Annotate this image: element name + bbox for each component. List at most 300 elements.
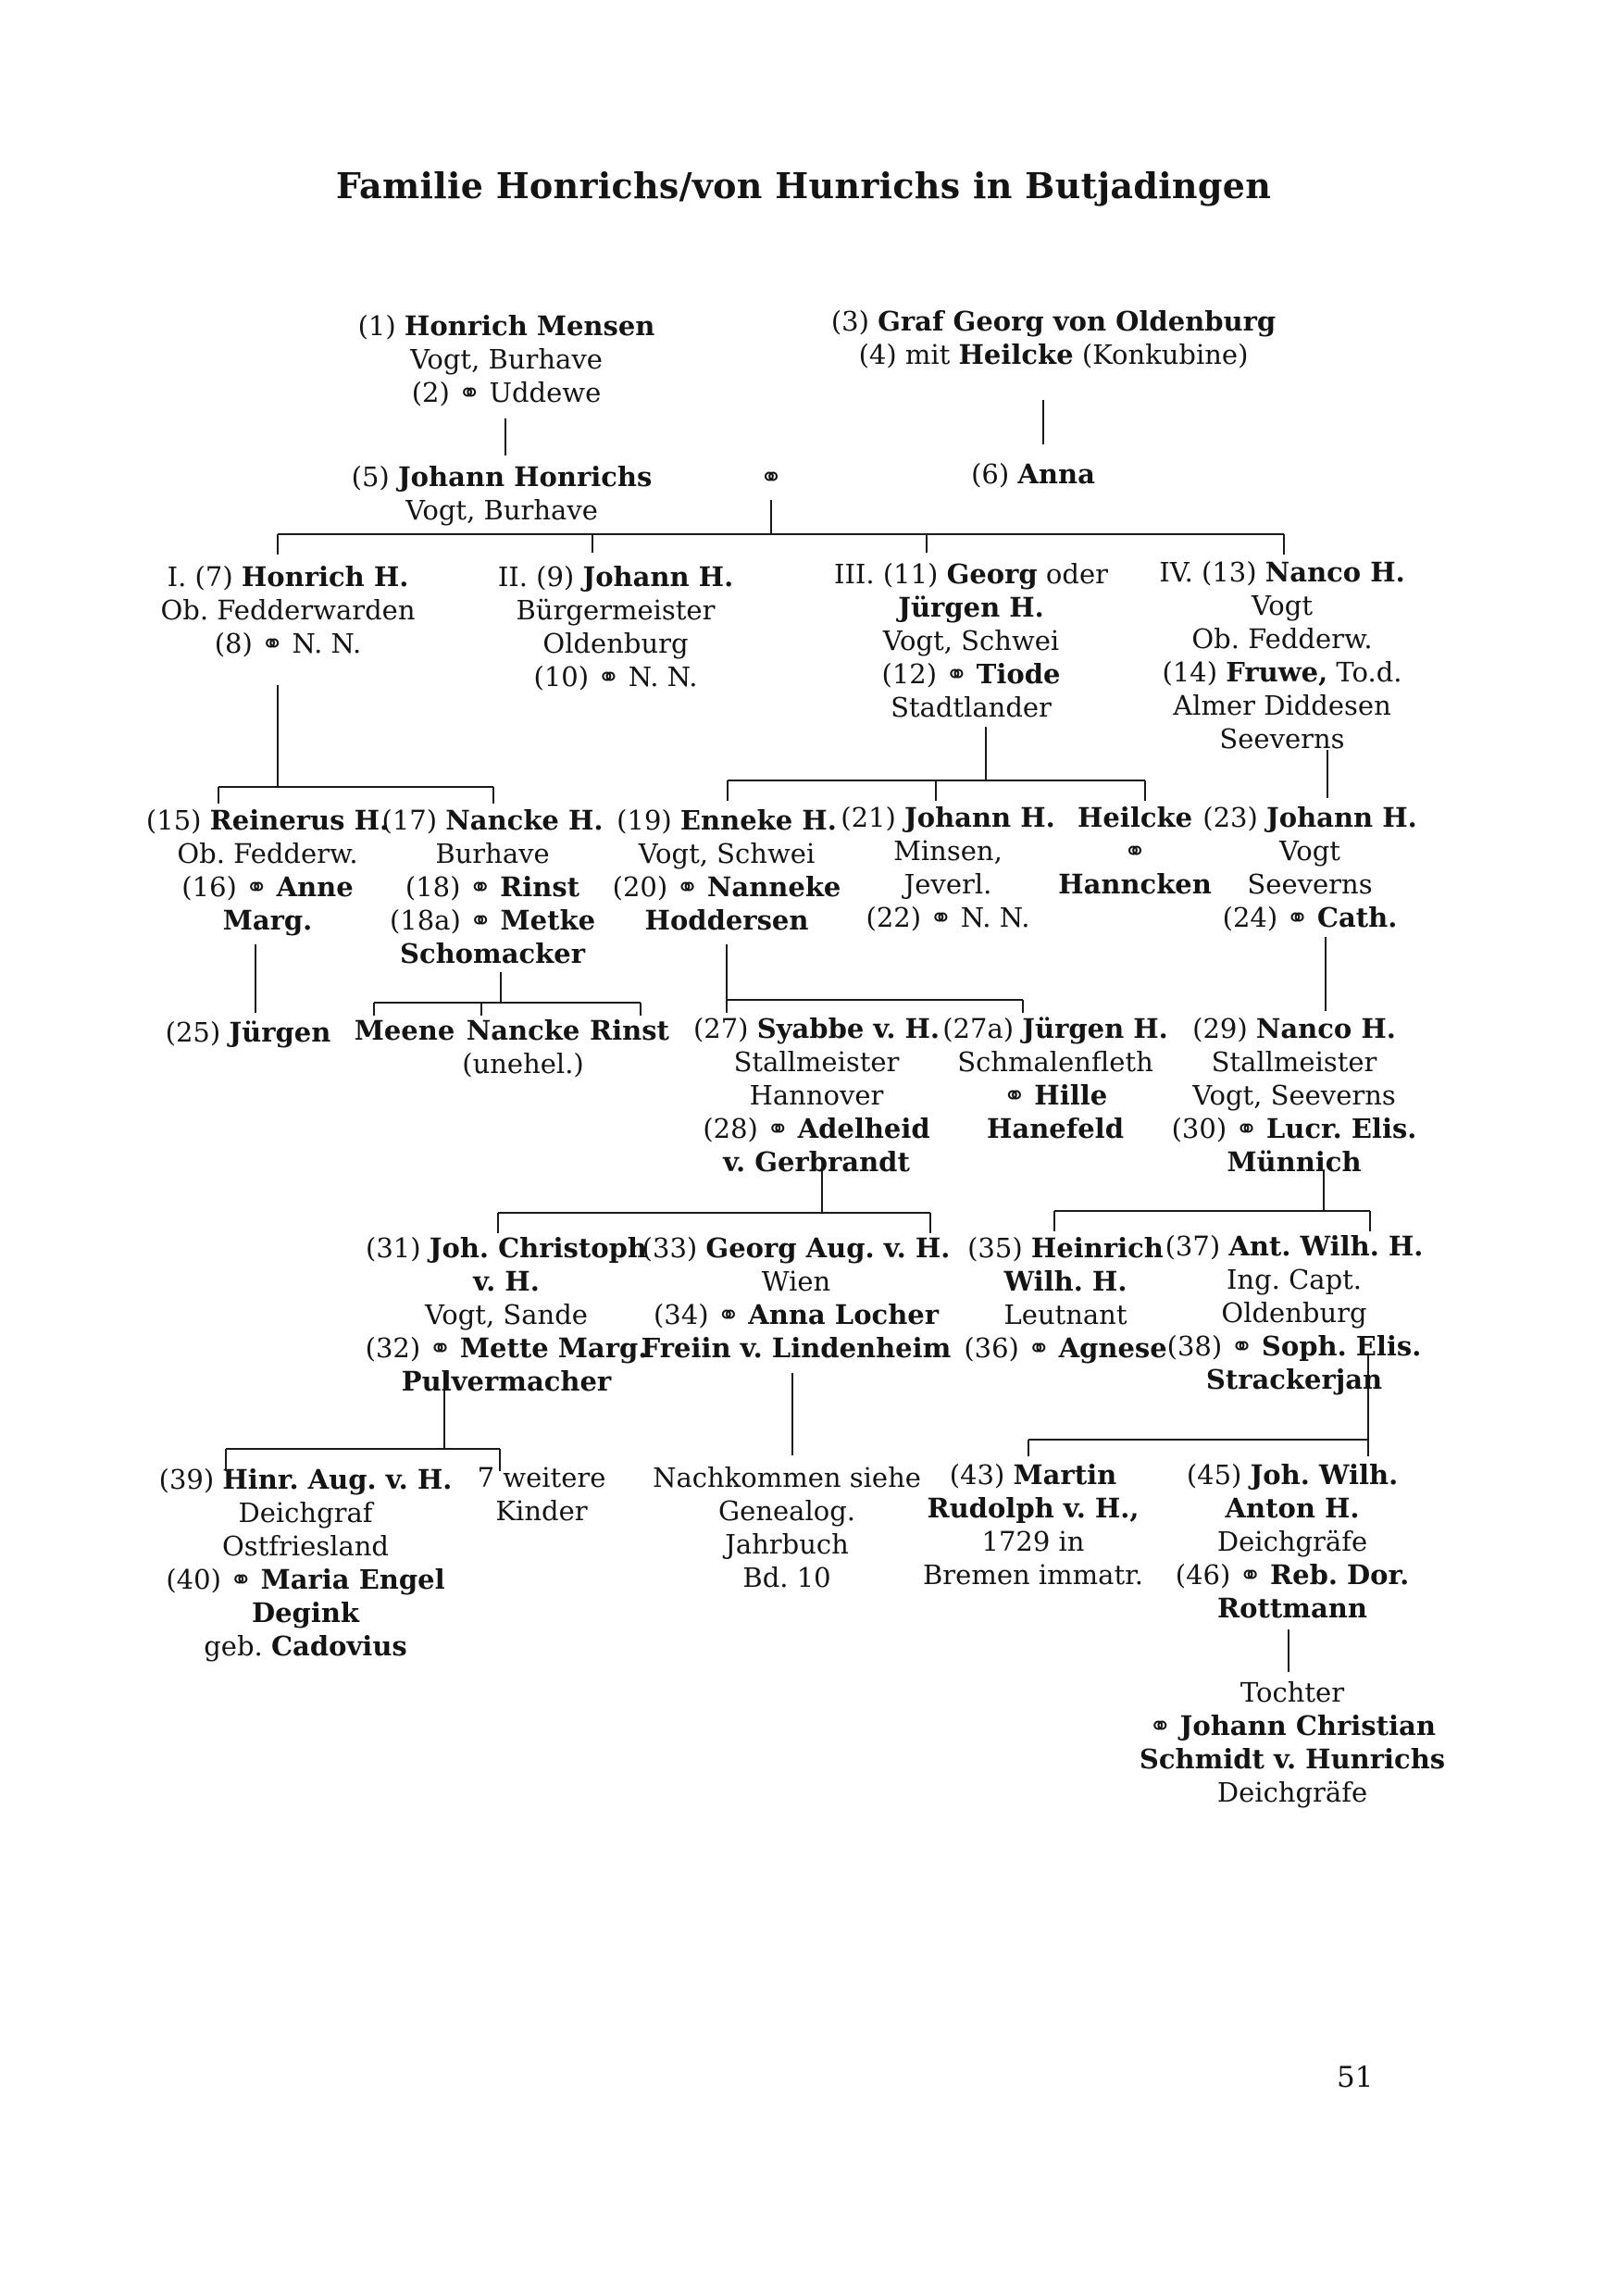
text-line: [642, 1298, 952, 1331]
person-johann-h-seeverns: [1202, 801, 1416, 934]
person-juergen: [166, 1016, 331, 1049]
text-line: [146, 904, 389, 937]
name-text: Johann H.: [582, 561, 734, 593]
name-text: Rottmann: [1217, 1592, 1367, 1624]
info-text: Nachkommen siehe: [653, 1462, 921, 1493]
info-text: Bremen immatr.: [922, 1559, 1144, 1591]
info-text: (4) mit: [858, 339, 959, 370]
text-line: [942, 1012, 1168, 1045]
text-line: [1159, 689, 1405, 722]
person-georg-juergen-h: [834, 557, 1108, 724]
text-line: [1165, 1263, 1424, 1296]
name-text: Degink: [251, 1597, 360, 1628]
marriage-symbol: [760, 460, 782, 493]
info-text: Hannover: [749, 1079, 884, 1111]
info-text: Almer Diddesen: [1173, 690, 1391, 721]
person-johann-h-minsen: [841, 801, 1054, 934]
name-text: Nanco H.: [1264, 556, 1405, 588]
info-text: Bürgermeister: [516, 594, 716, 626]
info-text: Deichgraf: [238, 1497, 373, 1529]
person-enneke-h: [613, 804, 841, 937]
info-text: III. (11): [834, 558, 947, 590]
name-text: Hinr. Aug. v. H.: [222, 1464, 453, 1495]
name-text: Lucr. Elis.: [1265, 1113, 1417, 1144]
text-line: [1172, 1079, 1417, 1112]
text-line: [613, 904, 841, 937]
info-text: Seeverns: [1219, 723, 1345, 755]
info-text: IV. (13): [1159, 556, 1265, 588]
person-juergen-h-schmalenfleth: [942, 1012, 1168, 1145]
name-text: Hanncken: [1058, 868, 1212, 900]
info-text: (5): [351, 461, 398, 493]
text-line: [923, 1525, 1143, 1558]
text-line: [1058, 834, 1212, 867]
info-text: (10) ⚭ N. N.: [533, 661, 698, 693]
info-text: (19): [617, 805, 680, 836]
name-text: v. H.: [473, 1266, 540, 1297]
name-text: Honrich H.: [241, 561, 409, 593]
person-nancke-unehel: [462, 1014, 583, 1080]
name-text: Nancke: [466, 1015, 580, 1046]
text-line: [653, 1461, 921, 1494]
text-line: [841, 867, 1054, 901]
text-line: [1159, 622, 1405, 655]
person-meene: [355, 1014, 455, 1047]
text-line: [1140, 1742, 1445, 1776]
info-text: (Konkubine): [1073, 339, 1249, 370]
name-text: Mette Marg.: [459, 1332, 648, 1364]
text-line: [1202, 901, 1416, 934]
info-text: (38) ⚭: [1166, 1330, 1262, 1362]
info-text: (3): [830, 306, 878, 337]
info-text: Genealog.: [718, 1495, 855, 1527]
name-text: v. Gerbrandt: [723, 1146, 910, 1178]
info-text: Vogt: [1252, 590, 1313, 621]
name-text: Wilh. H.: [1003, 1266, 1127, 1297]
text-line: [834, 557, 1108, 591]
text-line: [653, 1528, 921, 1561]
page-title: Familie Honrichs/von Hunrichs in Butjadingen: [335, 165, 1272, 206]
text-line: [841, 834, 1054, 867]
info-text: Ob. Fedderwarden: [160, 594, 416, 626]
text-line: [1165, 1296, 1424, 1329]
name-text: Münnich: [1227, 1146, 1362, 1178]
name-text: Hoddersen: [644, 905, 809, 936]
info-text: (17): [381, 805, 446, 836]
info-text: (27): [692, 1013, 757, 1044]
text-line: [1159, 722, 1405, 755]
text-line: [160, 560, 415, 593]
text-line: [366, 1331, 648, 1365]
text-line: [366, 1298, 648, 1331]
text-line: [146, 837, 389, 870]
info-text: (39): [158, 1464, 223, 1495]
text-line: [146, 870, 389, 904]
text-line: [355, 1014, 455, 1047]
name-text: Tiode: [976, 658, 1061, 690]
text-line: [366, 1231, 648, 1265]
name-text: Georg Aug. v. H.: [705, 1232, 951, 1264]
info-text: (37): [1165, 1230, 1229, 1262]
info-text: (24) ⚭: [1222, 902, 1317, 933]
name-text: Pulvermacher: [401, 1366, 612, 1397]
text-line: [1172, 1145, 1417, 1179]
info-text: (21): [841, 802, 905, 833]
info-text: Vogt, Schwei: [882, 625, 1060, 656]
person-anna: [971, 457, 1095, 491]
text-line: [693, 1145, 940, 1179]
text-line: [841, 901, 1054, 934]
name-text: Johann H.: [904, 802, 1055, 833]
name-text: Anton H.: [1225, 1492, 1360, 1524]
name-text: Nancke H.: [445, 805, 604, 836]
name-text: Johann Honrichs: [397, 461, 653, 493]
text-line: [159, 1629, 453, 1663]
text-line: [358, 309, 655, 343]
name-text: Anne: [276, 871, 354, 903]
text-line: [1165, 1329, 1424, 1363]
info-text: (33): [642, 1232, 706, 1264]
text-line: [1165, 1363, 1424, 1396]
info-text: oder: [1037, 558, 1108, 590]
info-text: I. (7): [167, 561, 242, 593]
text-line: [159, 1596, 453, 1629]
text-line: [1172, 1112, 1417, 1145]
info-text: (12) ⚭: [881, 658, 977, 690]
name-text: Reinerus H.: [209, 805, 390, 836]
text-line: [159, 1529, 453, 1563]
name-text: Syabbe v. H.: [756, 1013, 941, 1044]
text-line: [358, 343, 655, 376]
info-text: Vogt, Schwei: [638, 838, 816, 869]
info-text: (14): [1162, 656, 1227, 688]
text-line: [1172, 1012, 1417, 1045]
name-text: Anna Locher: [748, 1299, 940, 1330]
person-johann-h-buergermeister: [498, 560, 733, 693]
info-text: Burhave: [435, 838, 550, 869]
info-text: (1): [357, 310, 405, 342]
text-line: [478, 1494, 606, 1528]
text-line: [1140, 1776, 1445, 1809]
person-johann-honrichs: [352, 460, 653, 527]
info-text: Ostfriesland: [221, 1530, 390, 1562]
person-joh-christoph-v-h: [366, 1231, 648, 1398]
info-text: Ob. Fedderw.: [1191, 623, 1373, 655]
text-line: [358, 376, 655, 409]
text-line: [462, 1014, 583, 1047]
text-line: [478, 1461, 606, 1494]
info-text: (18a) ⚭: [389, 905, 501, 936]
text-line: [159, 1463, 453, 1496]
text-line: [693, 1079, 940, 1112]
info-text: To.d.: [1327, 656, 1402, 688]
name-text: Heilcke: [1077, 802, 1193, 833]
person-tochter: [1140, 1676, 1445, 1809]
info-text: (35): [967, 1232, 1031, 1264]
info-text: (unehel.): [462, 1048, 584, 1079]
text-line: [964, 1331, 1166, 1365]
text-line: [923, 1491, 1143, 1525]
text-line: [382, 937, 604, 970]
text-line: [642, 1231, 952, 1265]
info-text: (31): [366, 1232, 430, 1264]
info-text: Seeverns: [1247, 868, 1373, 900]
text-line: [1202, 801, 1416, 834]
info-text: 1729 in: [981, 1526, 1085, 1557]
name-text: Rinst: [500, 871, 580, 903]
text-line: [498, 593, 733, 627]
text-line: [693, 1112, 940, 1145]
info-text: ⚭: [759, 461, 783, 493]
text-line: [352, 460, 653, 493]
text-line: [942, 1045, 1168, 1079]
person-nanco-h-stallmeister: [1172, 1012, 1417, 1179]
text-line: [1202, 834, 1416, 867]
name-text: Johann Christian: [1179, 1710, 1436, 1741]
text-line: [653, 1494, 921, 1528]
info-text: Minsen,: [893, 835, 1003, 867]
info-text: Stallmeister: [1211, 1046, 1377, 1078]
name-text: Honrich Mensen: [404, 310, 655, 342]
info-text: Deichgräfe: [1216, 1526, 1368, 1557]
text-line: [964, 1231, 1166, 1265]
text-line: [1176, 1458, 1410, 1491]
text-line: [942, 1079, 1168, 1112]
info-text: (25): [165, 1017, 230, 1048]
name-text: Adelheid: [797, 1113, 930, 1144]
text-line: [613, 804, 841, 837]
person-heilcke-hanncken: [1058, 801, 1212, 901]
text-line: [923, 1558, 1143, 1591]
text-line: [1058, 867, 1212, 901]
text-line: [942, 1112, 1168, 1145]
info-text: Stallmeister: [733, 1046, 900, 1078]
name-text: Enneke H.: [679, 805, 837, 836]
text-line: [834, 691, 1108, 724]
name-text: Ant. Wilh. H.: [1228, 1230, 1424, 1262]
info-text: (29): [1192, 1013, 1256, 1044]
name-text: Georg: [946, 558, 1038, 590]
info-text: (15): [145, 805, 210, 836]
info-text: (16) ⚭: [181, 871, 277, 903]
info-text: (2) ⚭ Uddewe: [411, 377, 602, 408]
person-rinst: [590, 1014, 669, 1047]
info-text: Schmalenfleth: [957, 1046, 1153, 1078]
info-text: (20) ⚭: [612, 871, 707, 903]
text-line: [1058, 801, 1212, 834]
page-number: 51: [1337, 2061, 1374, 2094]
info-text: Wien: [761, 1266, 831, 1297]
text-line: [590, 1014, 669, 1047]
name-text: Joh. Christoph: [429, 1232, 647, 1264]
name-text: Joh. Wilh.: [1250, 1459, 1399, 1491]
text-line: [1159, 555, 1405, 589]
info-text: (36) ⚭: [964, 1332, 1059, 1364]
text-line: [613, 837, 841, 870]
text-line: [693, 1012, 940, 1045]
info-text: Leutnant: [1003, 1299, 1127, 1330]
info-text: ⚭: [1003, 1079, 1035, 1111]
name-text: Soph. Elis.: [1261, 1330, 1422, 1362]
name-text: Hanefeld: [987, 1113, 1124, 1144]
name-text: Schomacker: [400, 938, 585, 969]
text-line: [1176, 1558, 1410, 1591]
info-text: 7 weitere: [477, 1462, 606, 1493]
text-line: [1176, 1525, 1410, 1558]
info-text: Stadtlander: [891, 692, 1052, 723]
text-line: [1140, 1676, 1445, 1709]
name-text: Strackerjan: [1205, 1364, 1383, 1395]
info-text: (46) ⚭: [1175, 1559, 1271, 1591]
info-text: (43): [949, 1459, 1014, 1491]
name-text: Heinrich: [1030, 1232, 1164, 1264]
name-text: Maria Engel: [260, 1564, 445, 1595]
person-ant-wilh-h: [1165, 1229, 1424, 1396]
info-text: Vogt, Burhave: [405, 494, 598, 526]
text-line: [964, 1265, 1166, 1298]
name-text: Heilcke: [958, 339, 1074, 370]
info-text: Ing. Capt.: [1226, 1264, 1363, 1295]
text-line: [1159, 589, 1405, 622]
info-text: Jeverl.: [903, 868, 992, 900]
name-text: Meene: [354, 1015, 455, 1046]
text-line: [971, 457, 1095, 491]
info-text: Vogt, Seeverns: [1192, 1079, 1396, 1111]
person-martin-rudolph-v-h: [923, 1458, 1143, 1591]
note-seven-more-children: [478, 1461, 606, 1528]
text-line: [642, 1265, 952, 1298]
text-line: [160, 627, 415, 660]
name-text: Nanco H.: [1255, 1013, 1396, 1044]
name-text: Anna: [1017, 458, 1095, 490]
text-line: [146, 804, 389, 837]
note-descendants-reference: [653, 1461, 921, 1594]
text-line: [382, 870, 604, 904]
name-text: Metke: [500, 905, 596, 936]
name-text: Johann H.: [1266, 802, 1417, 833]
info-text: Tochter: [1240, 1677, 1345, 1708]
info-text: (22) ⚭ N. N.: [866, 902, 1030, 933]
name-text: Agnese: [1058, 1332, 1167, 1364]
person-nanco-h-vogt: [1159, 555, 1405, 755]
text-line: [613, 870, 841, 904]
info-text: (27a): [942, 1013, 1023, 1044]
person-graf-georg-von-oldenburg: [831, 305, 1276, 371]
person-hinr-aug-v-h: [159, 1463, 453, 1663]
name-text: Schmidt v. Hunrichs: [1139, 1743, 1446, 1775]
text-line: [923, 1458, 1143, 1491]
info-text: Deichgräfe: [1216, 1777, 1368, 1808]
info-text: (6): [971, 458, 1018, 490]
text-line: [760, 460, 782, 493]
text-line: [498, 560, 733, 593]
info-text: Bd. 10: [742, 1562, 831, 1593]
text-line: [834, 657, 1108, 691]
info-text: geb.: [204, 1630, 271, 1662]
info-text: (34) ⚭: [653, 1299, 749, 1330]
text-line: [382, 804, 604, 837]
name-text: Marg.: [222, 905, 313, 936]
text-line: [498, 660, 733, 693]
info-text: (45): [1186, 1459, 1251, 1491]
person-syabbe-v-h: [693, 1012, 940, 1179]
text-line: [1172, 1045, 1417, 1079]
info-text: Jahrbuch: [725, 1529, 849, 1560]
text-line: [1140, 1709, 1445, 1742]
info-text: Kinder: [495, 1495, 588, 1527]
info-text: (23): [1202, 802, 1267, 833]
name-text: Freiin v. Lindenheim: [641, 1332, 952, 1364]
info-text: (30) ⚭: [1171, 1113, 1266, 1144]
text-line: [642, 1331, 952, 1365]
person-heinrich-wilh-h: [964, 1231, 1166, 1365]
info-text: (8) ⚭ N. N.: [214, 628, 362, 659]
text-line: [1159, 655, 1405, 689]
name-text: Graf Georg von Oldenburg: [878, 306, 1277, 337]
name-text: Martin: [1013, 1459, 1117, 1491]
text-line: [1176, 1591, 1410, 1625]
info-text: ⚭: [1149, 1710, 1180, 1741]
info-text: Vogt, Burhave: [410, 343, 603, 375]
info-text: Ob. Fedderw.: [177, 838, 358, 869]
text-line: [693, 1045, 940, 1079]
info-text: ⚭: [1123, 835, 1147, 867]
info-text: Vogt: [1279, 835, 1340, 867]
text-line: [382, 837, 604, 870]
name-text: Jürgen H.: [898, 592, 1044, 623]
name-text: Hille: [1034, 1079, 1108, 1111]
info-text: II. (9): [497, 561, 583, 593]
name-text: Cath.: [1316, 902, 1398, 933]
text-line: [1165, 1229, 1424, 1263]
text-line: [1176, 1491, 1410, 1525]
person-honrich-mensen: [358, 309, 655, 409]
person-honrich-h: [160, 560, 415, 660]
text-line: [462, 1047, 583, 1080]
text-line: [159, 1496, 453, 1529]
info-text: (32) ⚭: [365, 1332, 460, 1364]
text-line: [366, 1365, 648, 1398]
name-text: Jürgen H.: [1022, 1013, 1168, 1044]
text-line: [831, 338, 1276, 371]
info-text: (28) ⚭: [703, 1113, 798, 1144]
name-text: Reb. Dor.: [1270, 1559, 1410, 1591]
text-line: [1202, 867, 1416, 901]
text-line: [653, 1561, 921, 1594]
info-text: Vogt, Sande: [425, 1299, 588, 1330]
info-text: (40) ⚭: [166, 1564, 261, 1595]
name-text: Rinst: [590, 1015, 669, 1046]
text-line: [831, 305, 1276, 338]
name-text: Nanneke: [706, 871, 841, 903]
text-line: [166, 1016, 331, 1049]
person-georg-aug-v-h: [642, 1231, 952, 1365]
info-text: Oldenburg: [1221, 1297, 1367, 1329]
person-joh-wilh-anton-h: [1176, 1458, 1410, 1625]
text-line: [964, 1298, 1166, 1331]
text-line: [366, 1265, 648, 1298]
text-line: [159, 1563, 453, 1596]
text-line: [498, 627, 733, 660]
person-reinerus-h: [146, 804, 389, 937]
text-line: [382, 904, 604, 937]
text-line: [834, 624, 1108, 657]
text-line: [352, 493, 653, 527]
info-text: Oldenburg: [542, 628, 689, 659]
text-line: [160, 593, 415, 627]
text-line: [834, 591, 1108, 624]
person-nancke-h: [382, 804, 604, 970]
